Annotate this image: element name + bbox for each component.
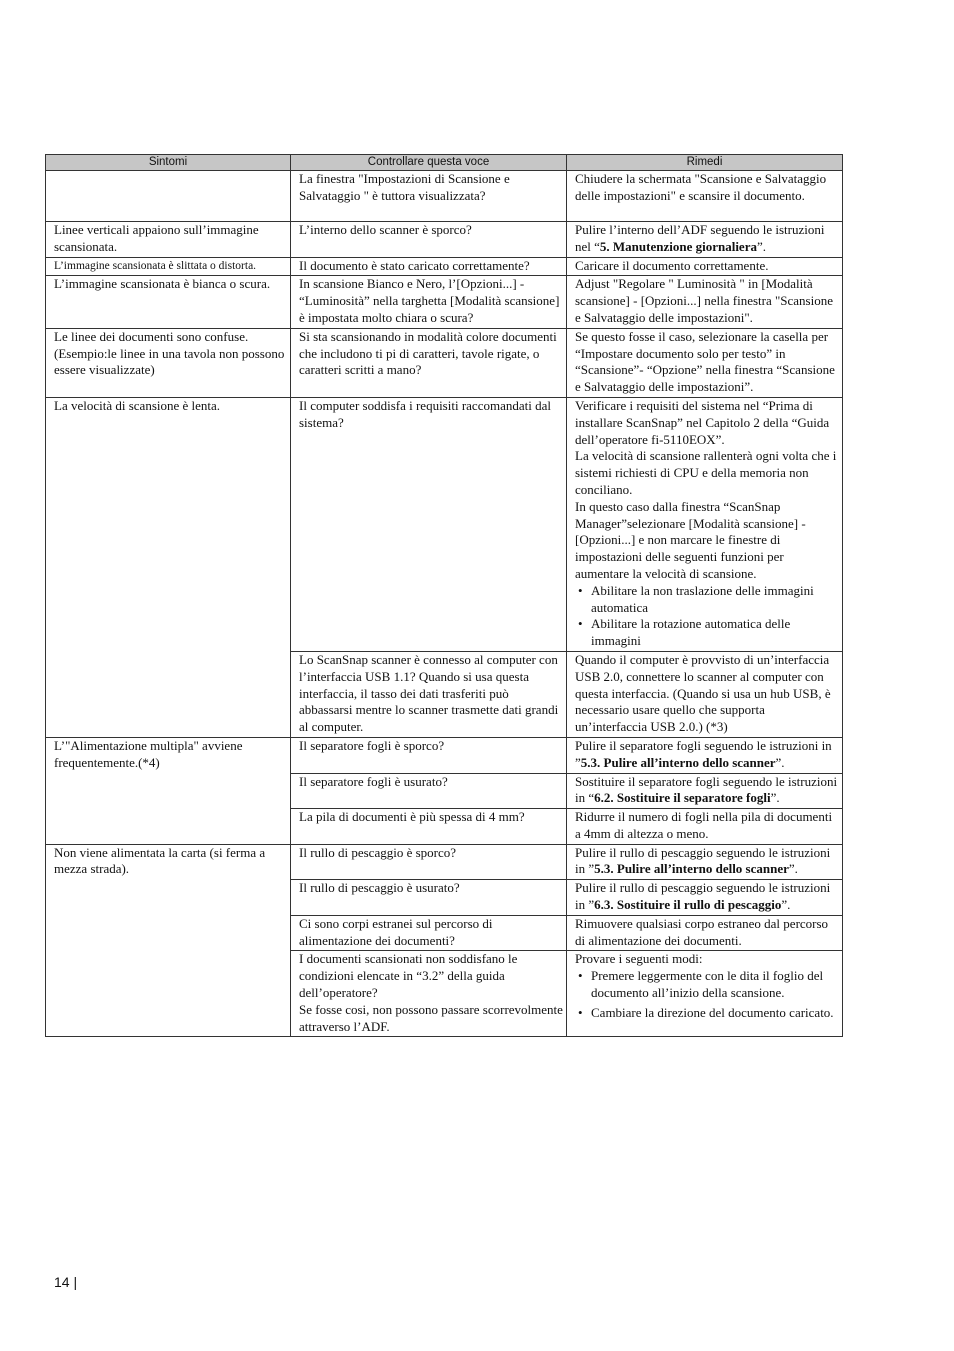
remedy-intro: Provare i seguenti modi: <box>575 951 703 967</box>
check-cell: Ci sono corpi estranei sul percorso di alimentazione dei documenti? <box>291 915 567 951</box>
symptom-cell: Non viene alimentata la carta (si ferma a mezza strada). <box>46 844 291 1037</box>
list-item: • Abilitare la non traslazione delle immagini automatica <box>575 583 839 617</box>
check-cell: La pila di documenti è più spessa di 4 mm? <box>291 809 567 845</box>
check-cell: Il separatore fogli è usurato? <box>291 773 567 809</box>
symptom-cell: L’"Alimentazione multipla" avviene frequentemente.(*4) <box>46 737 291 844</box>
header-symptoms: Sintomi <box>46 155 291 171</box>
remedy-cell <box>567 951 843 1037</box>
check-cell <box>291 951 567 1037</box>
header-check: Controllare questa voce <box>291 155 567 171</box>
bullet-list <box>575 583 839 650</box>
remedy-cell: Pulire l’interno dell’ADF seguendo le istruzioni nel “5. Manutenzione giornaliera”. <box>567 222 843 258</box>
table-header-row <box>46 155 843 171</box>
table-row <box>46 737 843 773</box>
check-cell: L’interno dello scanner è sporco? <box>291 222 567 258</box>
remedy-cell: Caricare il documento correttamente. <box>567 257 843 276</box>
check-cell: Il computer soddisfa i requisiti raccomandati dal sistema? <box>291 397 567 651</box>
page-number: 14 | <box>54 1274 78 1290</box>
section-reference: 5.3. Pulire all’interno dello scanner <box>594 861 789 877</box>
check-cell: La finestra "Impostazioni di Scansione e Salvataggio " è tuttora visualizzata? <box>291 171 567 222</box>
check-cell: Il documento è stato caricato correttamente? <box>291 257 567 276</box>
remedy-cell: Chiudere la schermata "Scansione e Salvataggio delle impostazioni" e scansire il documento. <box>567 171 843 222</box>
remedy-cell <box>567 397 843 651</box>
section-reference: 5.3. Pulire all’interno dello scanner <box>580 754 776 770</box>
remedy-paragraph: La velocità di scansione rallenterà ogni volta che i sistemi richiesti di CPU e della memoria non conciliano. <box>575 448 837 497</box>
check-cell: Si sta scansionando in modalità colore documenti che includono ti pi di caratteri, tavole rigate, o caratteri scritti a mano? <box>291 328 567 397</box>
troubleshooting-table <box>45 154 843 1037</box>
remedy-cell: Adjust "Regolare " Luminosità " in [Modalità scansione] - [Opzioni...] nella finestra "Scansione e Salvataggio delle impostazioni". <box>567 276 843 328</box>
remedy-paragraph: In questo caso dalla finestra “ScanSnap Manager”selezionare [Modalità scansione] - [Opzioni...] e non marcare le finestre di impostazioni delle seguenti funzioni per aumentare la velocità di scansione. <box>575 498 806 581</box>
remedy-cell: Se questo fosse il caso, selezionare la casella per “Impostare documento solo per testo” in “Scansione”- “Opzione” nella finestra “Scansione e Salvataggio delle impostazioni”. <box>567 328 843 397</box>
table-row <box>46 257 843 276</box>
remedy-cell: Rimuovere qualsiasi corpo estraneo dal percorso di alimentazione dei documenti. <box>567 915 843 951</box>
check-cell: In scansione Bianco e Nero, l’[Opzioni...] - “Luminosità” nella targhetta [Modalità scansione] è impostata molto chiara o scura? <box>291 276 567 328</box>
check-cell: Lo ScanSnap scanner è connesso al computer con l’interfaccia USB 1.1? Quando si usa questa interfaccia, il tasso dei dati trasferiti può abbassarsi mentre lo scanner trasmette dati grandi al computer. <box>291 651 567 737</box>
check-cell: Il rullo di pescaggio è sporco? <box>291 844 567 880</box>
header-remedies: Rimedi <box>567 155 843 171</box>
list-item: • Abilitare la rotazione automatica delle immagini <box>575 616 839 650</box>
symptom-cell: Linee verticali appaiono sull’immagine scansionata. <box>46 222 291 258</box>
symptom-cell: L’immagine scansionata è bianca o scura. <box>46 276 291 328</box>
symptom-cell: La velocità di scansione è lenta. <box>46 397 291 737</box>
remedy-cell: Sostituire il separatore fogli seguendo le istruzioni in “6.2. Sostituire il separatore fogli”. <box>567 773 843 809</box>
remedy-cell: Quando il computer è provvisto di un’interfaccia USB 2.0, connettere lo scanner al computer con questa interfaccia. (Quando si usa un hub USB, è necessario usare quello che supporta un’interfaccia USB 2.0.) (*3) <box>567 651 843 737</box>
table-row <box>46 328 843 397</box>
section-reference: 6.3. Sostituire il rullo di pescaggio <box>594 897 782 913</box>
symptom-cell-empty <box>46 171 291 222</box>
check-cell: Il rullo di pescaggio è usurato? <box>291 880 567 916</box>
symptom-cell: L’immagine scansionata è slittata o distorta. <box>46 257 291 276</box>
table-row <box>46 222 843 258</box>
bullet-list <box>575 968 839 1021</box>
list-item: • Cambiare la direzione del documento caricato. <box>575 1005 839 1022</box>
remedy-cell: Ridurre il numero di fogli nella pila di documenti a 4mm di altezza o meno. <box>567 809 843 845</box>
table-row <box>46 171 843 222</box>
check-cell: Il separatore fogli è sporco? <box>291 737 567 773</box>
check-paragraph: Se fosse cosi, non possono passare scorrevolmente attraverso l’ADF. <box>299 1001 563 1034</box>
symptom-cell: Le linee dei documenti sono confuse. (Esempio:le linee in una tavola non possono essere visualizzate) <box>46 328 291 397</box>
table-row <box>46 276 843 328</box>
section-reference: 6.2. Sostituire il separatore fogli <box>594 790 771 806</box>
section-reference: 5. Manutenzione giornaliera <box>599 238 757 254</box>
remedy-paragraph: Verificare i requisiti del sistema nel “Prima di installare ScanSnap” nel Capitolo 2 della “Guida dell’operatore fi-5110EOX”. <box>575 397 830 447</box>
check-paragraph: I documenti scansionati non soddisfano le condizioni elencate in “3.2” della guida dell’operatore? <box>299 951 518 1001</box>
remedy-cell: Pulire il separatore fogli seguendo le istruzioni in ”5.3. Pulire all’interno dello scanner”. <box>567 737 843 773</box>
table-row <box>46 397 843 651</box>
remedy-cell: Pulire il rullo di pescaggio seguendo le istruzioni in ”6.3. Sostituire il rullo di pescaggio”. <box>567 880 843 916</box>
remedy-cell: Pulire il rullo di pescaggio seguendo le istruzioni in ”5.3. Pulire all’interno dello scanner”. <box>567 844 843 880</box>
list-item: • Premere leggermente con le dita il foglio del documento all’inizio della scansione. <box>575 968 839 1002</box>
table-row <box>46 844 843 880</box>
